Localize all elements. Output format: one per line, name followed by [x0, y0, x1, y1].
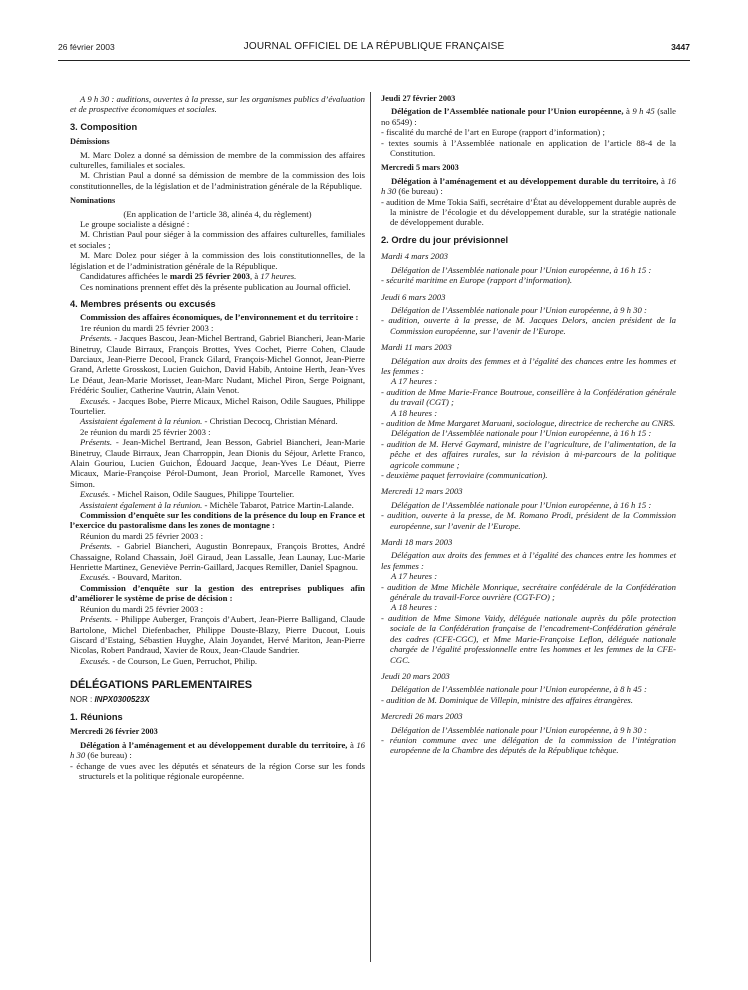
candidatures-paragraph: Candidatures affichées le mardi 25 février 2003, à 17 heures.	[80, 271, 297, 282]
date-heading: Mercredi 26 février 2003	[70, 727, 158, 737]
delegation-entry: Délégation de l’Assemblée nationale pour l’Union européenne, à 9 h 30 :	[391, 304, 647, 315]
agenda-item: - réunion commune avec une délégation de la commission de l’intégration européenne de la Chambre des députés de la République tchèque.	[381, 734, 676, 756]
reunion-title: 2e réunion du mardi 25 février 2003 :	[80, 426, 211, 437]
header-rule	[58, 60, 690, 61]
date-heading: Mardi 11 mars 2003	[381, 342, 452, 353]
agenda-item: - fiscalité du marché de l’art en Europe (rapport d’information) ;	[381, 127, 605, 138]
time-slot: A 18 heures :	[391, 407, 438, 418]
date-heading: Mardi 18 mars 2003	[381, 537, 453, 548]
assistants-list: Assistaient également à la réunion. - Christian Decocq, Christian Ménard.	[80, 416, 338, 427]
commission-title: Commission d’enquête sur la gestion des entreprises publiques afin d’améliorer le système de prise de décision :	[70, 582, 365, 604]
header-date: 26 février 2003	[58, 42, 115, 52]
excuses-list: Excusés. - Michel Raison, Odile Saugues, Philippe Tourtelier.	[80, 489, 295, 500]
excuses-list: Excusés. - Jacques Bobe, Pierre Micaux, Michel Raison, Odile Saugues, Philippe Tourtelier.	[70, 395, 365, 416]
delegation-entry: Délégation aux droits des femmes et à l’égalité des chances entre les hommes et les femmes :	[381, 550, 676, 571]
reunion-title: Réunion du mardi 25 février 2003 :	[80, 603, 204, 614]
intro-paragraph: A 9 h 30 : auditions, ouvertes à la presse, sur les organismes publics d’évaluation et de prospective économiques et sociales.	[70, 94, 365, 115]
demission-paragraph: M. Christian Paul a donné sa démission de membre de la commission des lois constitutionnelles, de la législation et de l’administration générale de la République.	[70, 170, 365, 191]
date-heading: Mercredi 26 mars 2003	[381, 711, 463, 722]
delegation-entry: Délégation de l’Assemblée nationale pour l’Union européenne, à 9 h 45 (salle no 6549) :	[381, 106, 677, 127]
delegation-entry: Délégation de l’Assemblée nationale pour l’Union européenne, à 16 h 15 :	[391, 428, 652, 439]
agenda-item: - deuxième paquet ferroviaire (communication).	[381, 470, 548, 480]
date-heading: Jeudi 6 mars 2003	[381, 291, 446, 302]
agenda-item: - audition de Mme Simone Vaidy, déléguée nationale auprès du pôle protection sociale de la Confédération française de l’encadrement-Confédération générale des cadres (CFE-CGC), et Mme Marie-Françoise Leflon, déléguée nationale chargée de l’égalité professionnelle entre les hommes et les femmes de la CFE-CGC.	[381, 612, 676, 665]
header-page-number: 3447	[671, 42, 690, 52]
presents-list: Présents. - Gabriel Biancheri, Augustin Bonrepaux, François Brottes, André Chassaigne, Roland Chassain, Joël Giraud, Jean Lassalle, Jean Launay, Luc-Marie Henriette Martinez, Geneviève Perrin-Gaillard, Jacques Remiller, Daniel Spagnou.	[70, 541, 365, 573]
agenda-item: - audition de M. Hervé Gaymard, ministre de l’agriculture, de l’alimentation, de la pêche et des affaires rurales, sur la révision à mi-parcours de la politique agricole commune ;	[381, 438, 676, 470]
delegations-heading: DÉLÉGATIONS PARLEMENTAIRES	[70, 679, 253, 692]
agenda-item: - audition de Mme Tokia Saïfi, secrétaire d’État au développement durable auprès de la ministre de l’écologie et du développement durable, sur la stratégie nationale de développement durable.	[381, 196, 676, 228]
presents-list: Présents. - Philippe Auberger, François d’Aubert, Jean-Pierre Balligand, Claude Bartolone, Michel Diefenbacher, Philippe Douste-Blazy, Pierre Ducout, Louis Giscard d’Estaing, Sébastien Huyghe, Alain Joyandet, Hervé Mariton, Jean-Pierre Nicolas, Robert Pandraud, Xavier de Roux, Jean-Claude Sandrier.	[70, 614, 365, 656]
agenda-item: - sécurité maritime en Europe (rapport d’information).	[381, 275, 573, 286]
excuses-list: Excusés. - Bouvard, Mariton.	[80, 572, 182, 583]
demissions-heading: Démissions	[70, 137, 110, 147]
agenda-item: - audition de Mme Margaret Maruani, sociologue, directrice de recherche au CNRS.	[381, 417, 676, 428]
agenda-item: - audition, ouverte à la presse, de M. Romano Prodi, président de la Commission européenne, sur l’avenir de l’Europe.	[381, 510, 676, 531]
right-column	[381, 94, 676, 756]
agenda-item: - audition, ouverte à la presse, de M. Jacques Delors, ancien président de la Commission européenne, sur l’avenir de l’Europe.	[381, 315, 676, 336]
reunions-heading: 1. Réunions	[70, 711, 123, 722]
delegation-entry: Délégation de l’Assemblée nationale pour l’Union européenne, à 8 h 45 :	[391, 684, 647, 695]
nominations-heading: Nominations	[70, 196, 116, 206]
commission-title: Commission des affaires économiques, de l’environnement et du territoire :	[80, 312, 359, 323]
delegation-entry: Délégation aux droits des femmes et à l’égalité des chances entre les hommes et les femmes :	[381, 355, 676, 376]
delegation-entry: Délégation à l’aménagement et au développement durable du territoire, à 16 h 30 (6e bureau) :	[381, 175, 676, 197]
page-header	[58, 40, 690, 56]
excuses-list: Excusés. - de Courson, Le Guen, Perruchot, Philip.	[80, 655, 258, 666]
time-slot: A 17 heures :	[391, 376, 438, 387]
delegation-entry: Délégation de l’Assemblée nationale pour l’Union européenne, à 9 h 30 :	[391, 724, 647, 735]
date-heading: Mardi 4 mars 2003	[381, 251, 449, 262]
agenda-item: - textes soumis à l’Assemblée nationale en application de l’article 88-4 de la Constitution.	[381, 137, 676, 159]
time-slot: A 17 heures :	[391, 571, 438, 582]
column-divider	[370, 92, 371, 962]
nomination-paragraph: M. Christian Paul pour siéger à la commission des affaires culturelles, familiales et sociales ;	[70, 229, 365, 250]
demission-paragraph: M. Marc Dolez a donné sa démission de membre de la commission des affaires culturelles, familiales et sociales.	[70, 149, 365, 171]
commission-title: Commission d’enquête sur les conditions de la présence du loup en France et l’exercice du pastoralisme dans les zones de montagne :	[70, 510, 365, 531]
agenda-item: - audition de M. Dominique de Villepin, ministre des affaires étrangères.	[381, 694, 633, 705]
presents-list: Présents. - Jacques Bascou, Jean-Michel Bertrand, Gabriel Biancheri, Jean-Marie Binetruy, Claude Birraux, François Brottes, Yves Cochet, Pierre Cohen, Claude Darciaux, Jean-Pierre Decool, Franck Gilard, François-Michel Gonnot, Jean-Pierre Grand, Arlette Grosskost, Lucien Guichon, David Habib, Antoine Herth, Jean-Yves Le Déaut, Jean-Marie Morisset, Jean-Marc Nudant, Michel Piron, Serge Poignant, Frédéric Soulier, Catherine Vautrin, Alain Venot.	[70, 333, 365, 396]
date-heading: Mercredi 12 mars 2003	[381, 486, 463, 497]
agenda-item: - échange de vues avec les députés et sénateurs de la région Corse sur les fonds structurels et la politique régionale européenne.	[70, 760, 365, 781]
left-column	[70, 94, 365, 781]
nomination-paragraph: Le groupe socialiste a désigné :	[80, 219, 190, 230]
reunion-title: Réunion du mardi 25 février 2003 :	[80, 530, 204, 541]
presents-list: Présents. - Jean-Michel Bertrand, Jean Besson, Gabriel Biancheri, Jean-Marie Binetruy, Claude Birraux, Jean Charroppin, Jean Dionis du Séjour, Arlette Franco, Alain Gouriou, Lucien Guichon, Édouard Jacque, Jean-Yves Le Déaut, Pierre Micaux, Marie-Françoise Pérol-Dumont, Jean Proriol, Marcelle Ramonet, Yves Simon.	[70, 437, 365, 489]
reunion-title: 1re réunion du mardi 25 février 2003 :	[80, 322, 214, 333]
composition-heading: 3. Composition	[70, 121, 138, 132]
delegation-entry: Délégation de l’Assemblée nationale pour l’Union européenne, à 16 h 15 :	[391, 499, 652, 510]
date-heading: Mercredi 5 mars 2003	[381, 163, 459, 173]
header-title: JOURNAL OFFICIEL DE LA RÉPUBLIQUE FRANÇAISE	[243, 41, 505, 52]
nominations-reference: (En application de l’article 38, alinéa 4, du règlement)	[123, 208, 312, 219]
delegation-entry: Délégation à l’aménagement et au développement durable du territoire, à 16 h 30 (6e bureau) :	[70, 739, 365, 761]
date-heading: Jeudi 20 mars 2003	[381, 670, 450, 681]
membres-heading: 4. Membres présents ou excusés	[70, 298, 216, 309]
agenda-item: - audition de Mme Michèle Monrique, secrétaire confédérale de la Confédération générale du travail-Force ouvrière (CGT-FO) ;	[381, 581, 676, 603]
delegation-entry: Délégation de l’Assemblée nationale pour l’Union européenne, à 16 h 15 :	[391, 264, 652, 275]
assistants-list: Assistaient également à la réunion. - Michèle Tabarot, Patrice Martin-Lalande.	[80, 499, 354, 510]
date-heading: Jeudi 27 février 2003	[381, 94, 456, 103]
nor-reference: NOR : INPX0300523X	[70, 694, 150, 704]
nominations-effect: Ces nominations prennent effet dès la présente publication au Journal officiel.	[80, 281, 351, 292]
nomination-paragraph: M. Marc Dolez pour siéger à la commission des lois constitutionnelles, de la législation et de l’administration générale de la République.	[70, 250, 365, 271]
time-slot: A 18 heures :	[391, 602, 438, 613]
agenda-item: - audition de Mme Marie-France Boutroue, conseillère à la Confédération générale du travail (CGT) ;	[381, 386, 676, 408]
ordre-du-jour-heading: 2. Ordre du jour prévisionnel	[381, 234, 509, 245]
